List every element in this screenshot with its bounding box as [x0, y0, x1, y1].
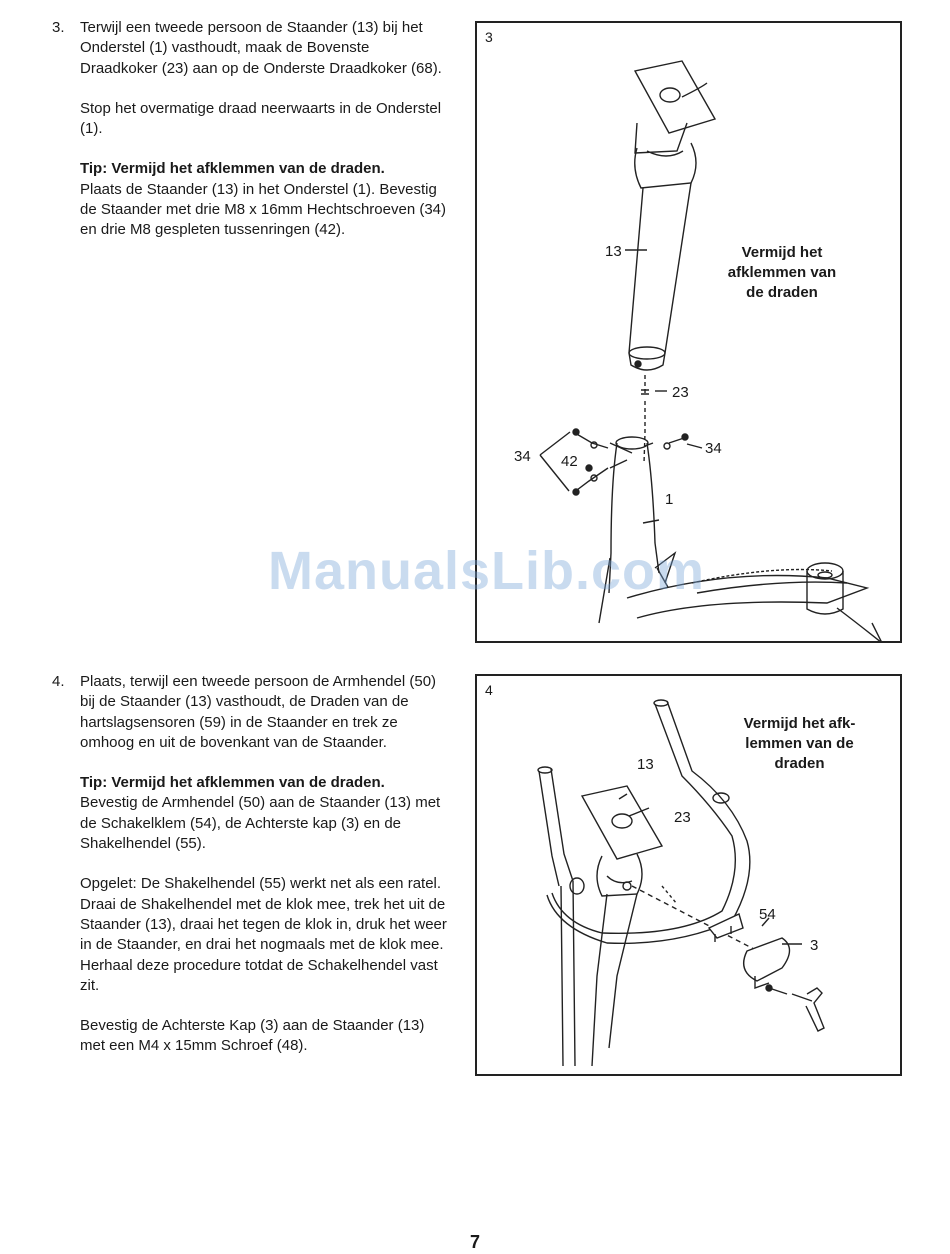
watermark: ManualsLib.com	[268, 541, 706, 601]
figure-4-label-54: 54	[759, 906, 776, 923]
figure-4	[475, 674, 902, 1076]
step-4-paragraph-1: Plaats, terwijl een tweede persoon de Armhendel (50) bij de Staander (13) vasthoudt, de Draden van de hartslagsensoren (59) in de Staander en trek ze omhoog en uit de bovenkant van de Staander.	[80, 673, 437, 751]
figure-3-label-34-left: 34	[514, 448, 531, 465]
figure-3-callout-line-3: de draden	[746, 284, 818, 301]
step-3-paragraph-1: Terwijl een tweede persoon de Staander (13) bij het Onderstel (1) vasthoudt, maak de Bovenste Draadkoker (23) aan op de Onderste Draadkoker (68).	[80, 19, 442, 77]
step-4-paragraph-4: Bevestig de Achterste Kap (3) aan de Staander (13) met een M4 x 15mm Schroef (48).	[80, 1017, 425, 1055]
figure-4-label-23: 23	[674, 809, 691, 826]
figure-4-callout	[727, 714, 872, 774]
step-4-paragraph-3: Opgelet: De Shakelhendel (55) werkt net als een ratel. Draai de Shakelhendel met de klok mee, trek het uit de Staander (13), draai het tegen de klok in, druk het weer in de Staander, en drai het nogmaals met de klok mee. Herhaal deze procedure totdat de Schakelhendel vast zit.	[80, 875, 447, 994]
step-3-tip: Tip: Vermijd het afklemmen van de draden.	[80, 160, 385, 178]
figure-3-label-42: 42	[561, 453, 578, 470]
figure-4-label-13: 13	[637, 756, 654, 773]
figure-3-callout-line-2: afklemmen van	[727, 264, 837, 281]
step-4-tip: Tip: Vermijd het afklemmen van de draden.	[80, 774, 385, 792]
figure-3-label-13: 13	[605, 243, 622, 260]
figure-3-number: 3	[485, 29, 493, 45]
step-4-number: 4.	[52, 673, 65, 690]
figure-3-callout	[707, 243, 857, 303]
step-3-paragraph-2: Stop het overmatige draad neerwaarts in de Onderstel (1).	[80, 99, 442, 138]
figure-4-callout-line-3: draden	[774, 755, 825, 772]
figure-4-callout-line-2: lemmen van de	[745, 735, 854, 752]
figure-3-label-34-right: 34	[705, 440, 722, 457]
figure-4-label-3: 3	[810, 937, 819, 954]
step-4-paragraph-2: Bevestig de Armhendel (50) aan de Staander (13) met de Schakelklem (54), de Achterste kap (3) en de Shakelhendel (55).	[80, 794, 441, 853]
figure-3-callout-line-1: Vermijd het	[741, 244, 823, 261]
step-3-paragraph-3: Plaats de Staander (13) in het Onderstel (1). Bevestig de Staander met drie M8 x 16mm Hechtschroeven (34) en drie M8 gespleten tussenringen (42).	[80, 180, 446, 239]
figure-3-label-23: 23	[672, 384, 689, 401]
step-3-number: 3.	[52, 19, 65, 36]
figure-4-callout-line-1: Vermijd het afk-	[743, 715, 856, 732]
figure-4-number: 4	[485, 682, 493, 698]
step-3	[52, 18, 447, 241]
page-number: 7	[469, 1232, 480, 1252]
step-4	[52, 672, 447, 1077]
figure-3-label-1: 1	[665, 491, 674, 508]
